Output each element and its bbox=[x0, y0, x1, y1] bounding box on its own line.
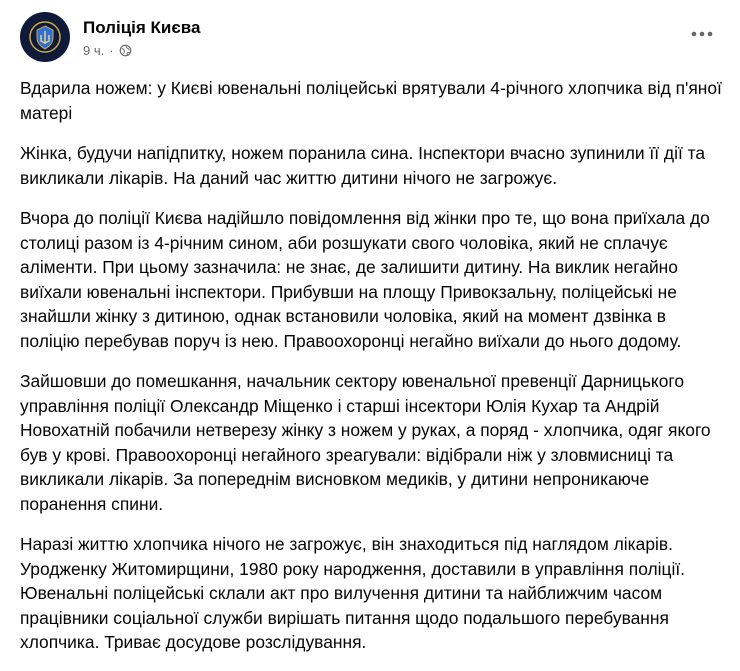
post-paragraph: Наразі життю хлопчика нічого не загрожує, він знаходиться під наглядом лікарів. Уродженку Житомирщини, 1980 року народження, доставили в управління поліції. Ювенальні поліцейські склали акт про вилучення дитини та найближчим часом працівники соціальної служби вирішать питання щодо подальшого перебування хлопчика. Триває досудове розслідування. bbox=[20, 534, 685, 652]
post-meta bbox=[83, 43, 132, 58]
page-avatar[interactable] bbox=[20, 12, 70, 62]
meta-separator: · bbox=[109, 43, 114, 58]
post-header bbox=[20, 12, 720, 64]
police-badge-icon bbox=[28, 20, 62, 54]
post-paragraph: Жінка, будучи напідпитку, ножем поранила сина. Інспектори вчасно зупинили її дії та викликали лікарів. На даний час життю дитини нічого не загрожує. bbox=[20, 143, 706, 188]
post-paragraph: Вчора до поліції Києва надійшло повідомлення від жінки про те, що вона приїхала до столиці разом із 4-річним сином, аби розшукати свого чоловіка, який не сплачує аліменти. При цьому зазначила: не знає, де залишити дитину. На виклик негайно виїхали ювенальні інспектори. Прибувши на площу Привокзальну, поліцейські не знайшли жінку з дитиною, однак встановили чоловіка, який на момент дзвінка в поліцію перебував поруч із нею. Правоохоронці негайно виїхали до нього додому. bbox=[20, 208, 710, 351]
post-timestamp[interactable]: 9 ч. bbox=[83, 43, 105, 58]
post-paragraph: Зайшовши до помешкання, начальник сектору ювенальної превенції Дарницького управління поліції Олександр Міщенко і старші інсектори Юлія Кухар та Андрій Новохатній побачили нетверезу жінку з ножем у руках, а поряд - хлопчика, одяг якого був у крові. Правоохоронці негайного зреагували: відібрали ніж у зловмисниці та викликали лікарів. За попереднім висновком медиків, у дитини непроникаюче поранення спини. bbox=[20, 371, 711, 514]
more-horizontal-icon bbox=[691, 31, 713, 37]
page-name-link[interactable]: Поліція Києва bbox=[83, 18, 201, 37]
more-options-button[interactable] bbox=[684, 16, 720, 52]
globe-icon[interactable] bbox=[119, 44, 132, 57]
post-paragraph-headline: Вдарила ножем: у Києві ювенальні поліцейські врятували 4-річного хлопчика від п'яної матері bbox=[20, 78, 722, 123]
post-text bbox=[20, 76, 725, 671]
